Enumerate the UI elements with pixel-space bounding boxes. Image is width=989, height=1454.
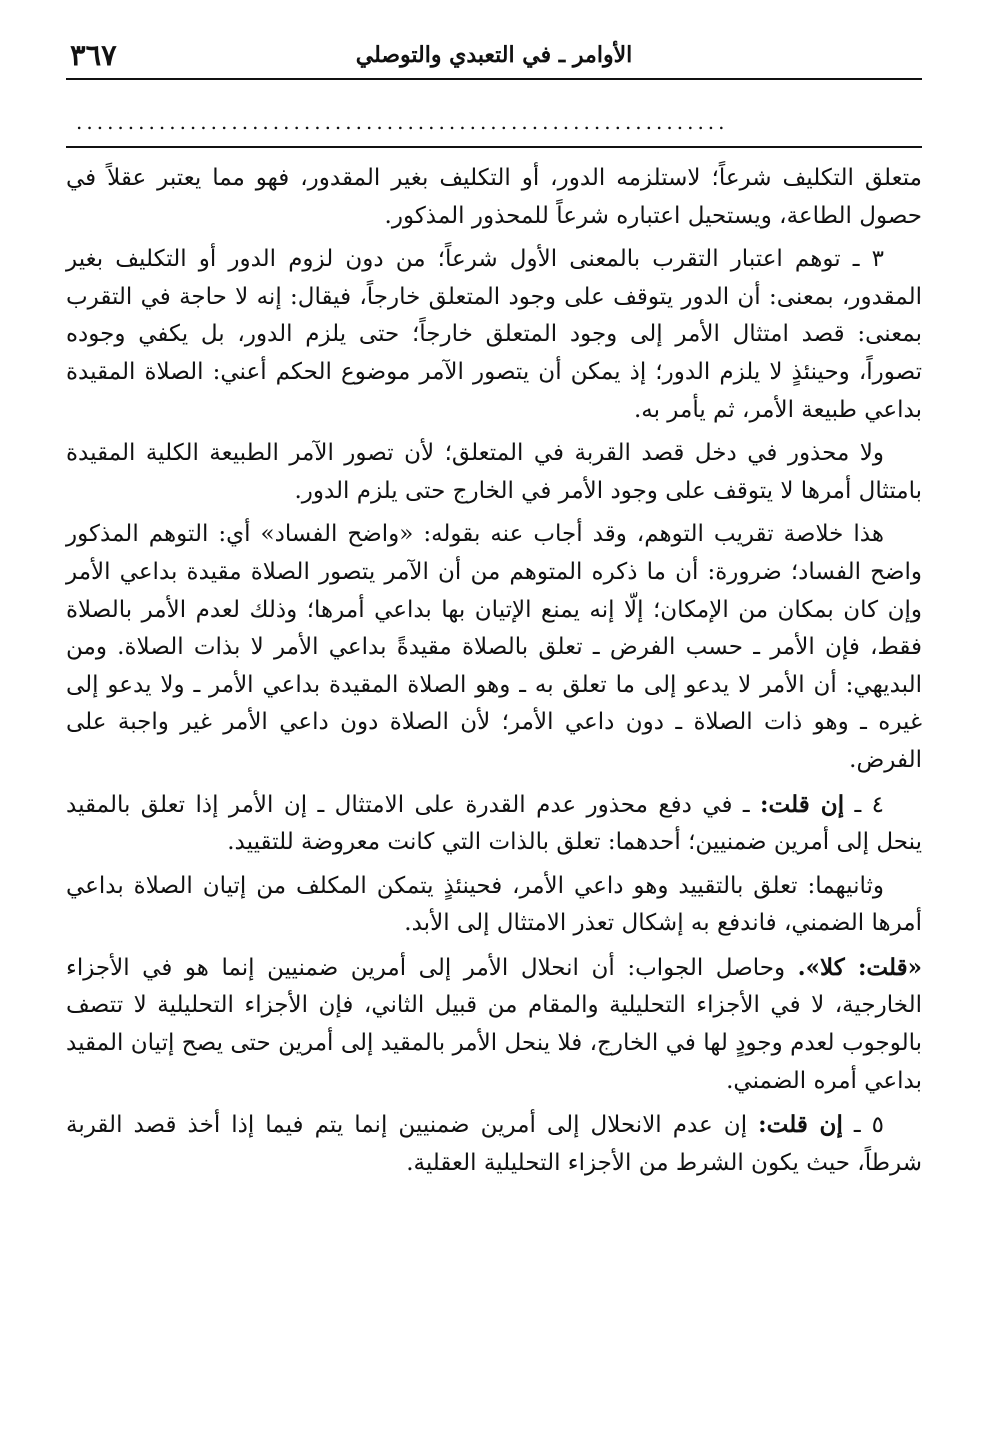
paragraph-1 xyxy=(66,160,922,235)
bold-label: إن قلت: xyxy=(760,790,845,818)
paragraph-text: هذا خلاصة تقريب التوهم، وقد أجاب عنه بقوله: «واضح الفساد» أي: التوهم المذكور واضح الفساد؛ ضرورة: أن ما ذكره المتوهم من أن الآمر يتصور الصلاة مقيدة بداعي الأمر وإن كان بمكان من الإمكان؛ إلّا إنه يمنع الإتيان بها بداعي أمرها؛ وذلك لعدم الأمر بالصلاة فقط، فإن الأمر ـ حسب الفرض ـ تعلق بالصلاة مقيدةً بداعي الأمر لا بذات الصلاة. ومن البديهي: أن الأمر لا يدعو إلى ما تعلق به ـ وهو الصلاة المقيدة بداعي الأمر ـ ولا يدعو إلى غيره ـ وهو ذات الصلاة ـ دون داعي الأمر؛ لأن الصلاة دون داعي الأمر غير واجبة على الفرض. xyxy=(66,521,922,773)
bold-label: «قلت: كلا». xyxy=(797,953,923,981)
paragraph-8 xyxy=(66,1106,922,1182)
paragraph-text: ٣ ـ توهم اعتبار التقرب بالمعنى الأول شرعاً؛ من دون لزوم الدور أو التكليف بغير المقدور، بمعنى: أن الدور يتوقف على وجود المتعلق خارجاً، فيقال: إنه لا حاجة في التقرب بمعنى: قصد امتثال الأمر إلى وجود المتعلق خارجاً؛ حتى يلزم الدور، بل يكفي وجوده تصوراً، وحينئذٍ لا يلزم الدور؛ إذ يمكن أن يتصور الآمر موضوع الحكم أعني: الصلاة المقيدة بداعي طبيعة الأمر، ثم يأمر به. xyxy=(66,246,922,423)
paragraph-3 xyxy=(66,435,922,510)
item-number: ٤ ـ xyxy=(854,791,885,818)
paragraph-5 xyxy=(66,786,922,862)
page-number: ٣٦٧ xyxy=(70,38,117,72)
running-title: الأوامر ـ في التعبدي والتوصلي xyxy=(355,42,633,68)
divider-rule xyxy=(66,146,922,148)
paragraph-text: متعلق التكليف شرعاً؛ لاستلزمه الدور، أو التكليف بغير المقدور، فهو مما يعتبر عقلاً في حصول الطاعة، ويستحيل اعتباره شرعاً للمحذور المذكور. xyxy=(66,165,922,229)
paragraph-text: وحاصل الجواب: أن انحلال الأمر إلى أمرين ضمنيين إنما هو في الأجزاء الخارجية، لا في الأجزاء التحليلية والمقام من قبيل الثاني، فإن الأجزاء التحليلية لا تتصف بالوجوب لعدم وجودٍ لها في الخارج، فلا ينحل الأمر بالمقيد إلى أمرين حتى يصح إتيان المقيد بداعي أمره الضمني. xyxy=(66,954,923,1094)
page-header xyxy=(66,36,922,80)
item-number: ٥ ـ xyxy=(853,1112,885,1139)
paragraph-6 xyxy=(66,868,922,943)
dotted-separator: ............................................................... xyxy=(76,110,729,134)
paragraph-text: ـ في دفع محذور عدم القدرة على الامتثال ـ إن الأمر إذا تعلق بالمقيد ينحل إلى أمرين ضمنيين؛ أحدهما: تعلق بالذات التي كانت معروضة للتقييد. xyxy=(66,791,922,856)
bold-label: إن قلت: xyxy=(758,1111,843,1139)
paragraph-2 xyxy=(66,241,922,429)
paragraph-7 xyxy=(66,949,922,1100)
page-body xyxy=(66,160,922,1182)
paragraph-text: ولا محذور في دخل قصد القربة في المتعلق؛ لأن تصور الآمر الطبيعة الكلية المقيدة بامتثال أمرها لا يتوقف على وجود الأمر في الخارج حتى يلزم الدور. xyxy=(66,440,922,504)
book-page xyxy=(66,36,922,1188)
paragraph-text: إن عدم الانحلال إلى أمرين ضمنيين إنما يتم فيما إذا أخذ قصد القربة شرطاً، حيث يكون الشرط من الأجزاء التحليلية العقلية. xyxy=(66,1112,922,1176)
paragraph-text: وثانيهما: تعلق بالتقييد وهو داعي الأمر، فحينئذٍ يتمكن المكلف من إتيان الصلاة بداعي أمرها الضمني، فاندفع به إشكال تعذر الامتثال إلى الأبد. xyxy=(66,872,922,937)
paragraph-4 xyxy=(66,516,922,779)
